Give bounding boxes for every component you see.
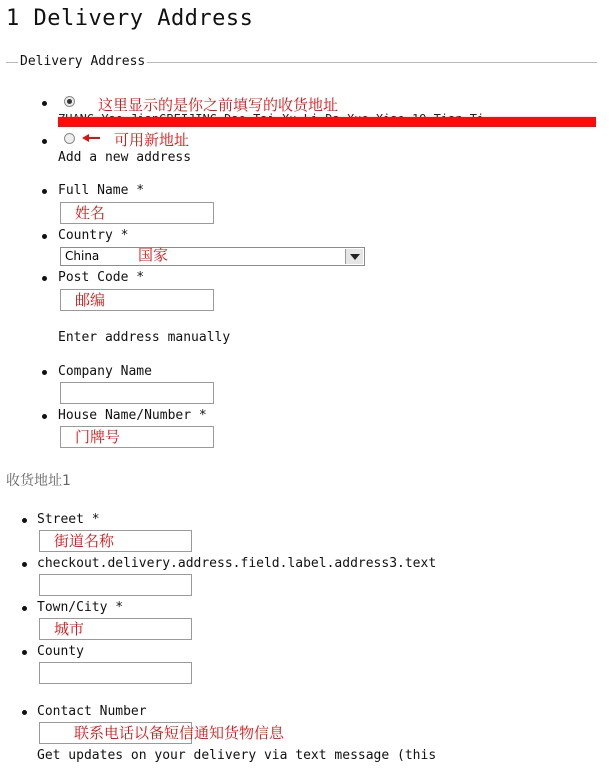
county-label: County xyxy=(37,644,84,659)
new-address-note: 可用新地址 xyxy=(114,131,190,149)
street-input[interactable]: 街道名称 xyxy=(39,530,192,552)
list-bullet xyxy=(22,562,27,567)
list-bullet xyxy=(42,189,47,194)
list-bullet xyxy=(42,276,47,281)
country-note: 国家 xyxy=(138,246,169,264)
section-heading: 收货地址1 xyxy=(6,473,71,489)
country-label: Country * xyxy=(58,228,129,243)
company-name-input[interactable] xyxy=(60,382,214,404)
town-city-label: Town/City * xyxy=(37,600,124,615)
list-bullet xyxy=(42,414,47,419)
post-code-input[interactable]: 邮编 xyxy=(60,289,214,311)
list-bullet xyxy=(22,518,27,523)
chevron-down-icon xyxy=(350,254,360,260)
list-bullet xyxy=(42,234,47,239)
list-bullet xyxy=(42,370,47,375)
existing-address-radio[interactable] xyxy=(64,96,75,107)
sms-updates-text: Get updates on your delivery via text message (this xyxy=(37,748,437,763)
enter-address-manually-link[interactable]: Enter address manually xyxy=(58,330,231,345)
list-bullet xyxy=(42,101,47,106)
fieldset-legend: Delivery Address xyxy=(20,54,146,69)
address3-label: checkout.delivery.address.field.label.address3.text xyxy=(37,556,437,571)
arrow-left-icon xyxy=(82,134,100,142)
new-address-label: Add a new address xyxy=(58,150,192,165)
existing-address-note: 这里显示的是你之前填写的收货地址 xyxy=(98,96,339,114)
company-name-label: Company Name xyxy=(58,364,152,379)
country-dropdown-button[interactable] xyxy=(345,249,363,264)
country-selected-value: China xyxy=(65,249,100,263)
redaction-bar xyxy=(58,117,596,127)
county-input[interactable] xyxy=(39,662,192,684)
full-name-label: Full Name * xyxy=(58,183,145,198)
new-address-radio[interactable] xyxy=(64,133,75,144)
list-bullet xyxy=(22,650,27,655)
street-label: Street * xyxy=(37,512,100,527)
contact-number-note: 联系电话以备短信通知货物信息 xyxy=(74,724,285,742)
contact-number-input[interactable] xyxy=(39,722,285,744)
country-select[interactable] xyxy=(60,247,365,266)
page-title: 1 Delivery Address xyxy=(6,6,254,31)
list-bullet xyxy=(22,710,27,715)
list-bullet xyxy=(42,139,47,144)
house-number-input[interactable]: 门牌号 xyxy=(60,426,214,448)
address3-input[interactable] xyxy=(39,574,192,596)
full-name-input[interactable]: 姓名 xyxy=(60,202,214,224)
post-code-label: Post Code * xyxy=(58,270,145,285)
contact-number-label: Contact Number xyxy=(37,704,147,719)
house-number-label: House Name/Number * xyxy=(58,408,207,423)
town-city-input[interactable]: 城市 xyxy=(39,618,192,640)
list-bullet xyxy=(22,606,27,611)
